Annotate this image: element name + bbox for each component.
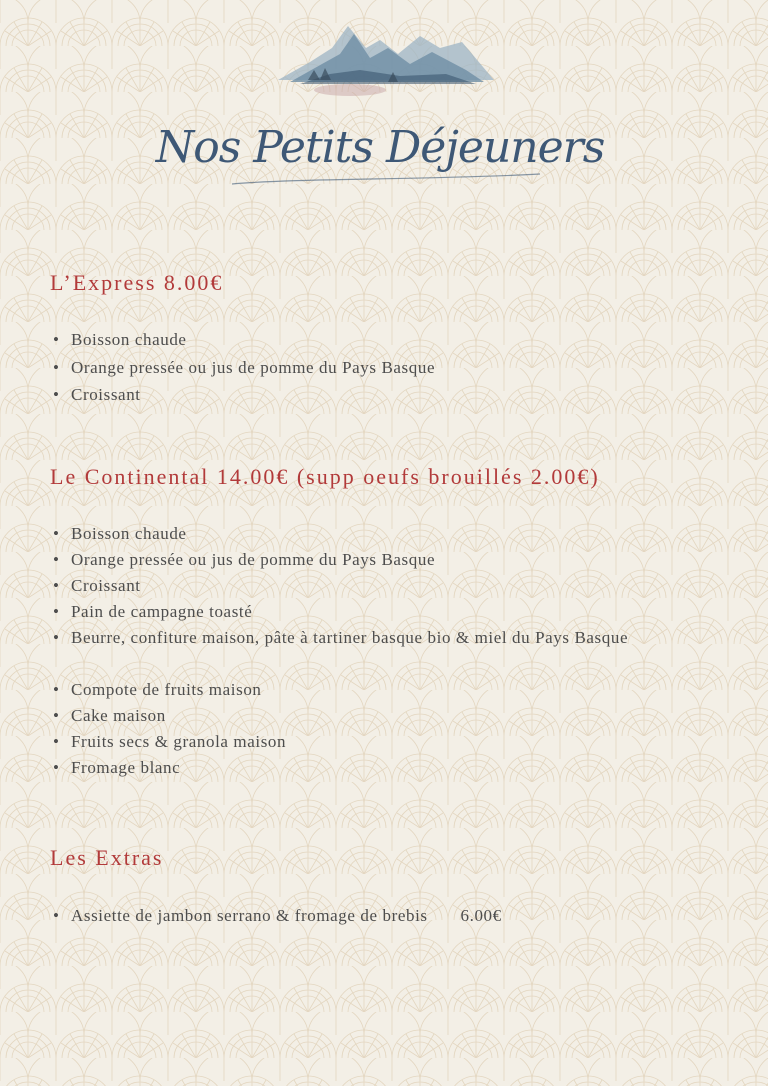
list-item: • Fruits secs & granola maison	[50, 729, 631, 755]
extras-list	[50, 903, 502, 929]
list-item: • Pain de campagne toasté	[50, 599, 631, 625]
continental-title: Le Continental 14.00€ (supp oeufs brouillés 2.00€)	[50, 464, 600, 489]
page-title	[155, 100, 605, 200]
mountain-watercolor-icon	[270, 18, 500, 100]
svg-text:Nos Petits Déjeuners: Nos Petits Déjeuners	[155, 122, 605, 173]
list-item: • Boisson chaude	[50, 326, 435, 354]
express-list	[50, 326, 435, 409]
list-item: • Fromage blanc	[50, 755, 631, 781]
extras-title: Les Extras	[50, 845, 164, 870]
list-item: • Compote de fruits maison	[50, 677, 631, 703]
list-item: • Croissant	[50, 381, 435, 409]
list-item: • Boisson chaude	[50, 521, 631, 547]
list-item: • Orange pressée ou jus de pomme du Pays Basque	[50, 354, 435, 382]
list-item: • Beurre, confiture maison, pâte à tartiner basque bio & miel du Pays Basque	[50, 625, 631, 677]
extra-item-price: 6.00€	[460, 906, 502, 925]
extra-item-label: Assiette de jambon serrano & fromage de brebis	[71, 906, 428, 925]
list-item: • Orange pressée ou jus de pomme du Pays Basque	[50, 547, 631, 573]
list-item: • Croissant	[50, 573, 631, 599]
list-item	[50, 903, 502, 929]
express-title: L’Express 8.00€	[50, 270, 224, 295]
list-item: • Cake maison	[50, 703, 631, 729]
continental-list	[50, 521, 631, 781]
